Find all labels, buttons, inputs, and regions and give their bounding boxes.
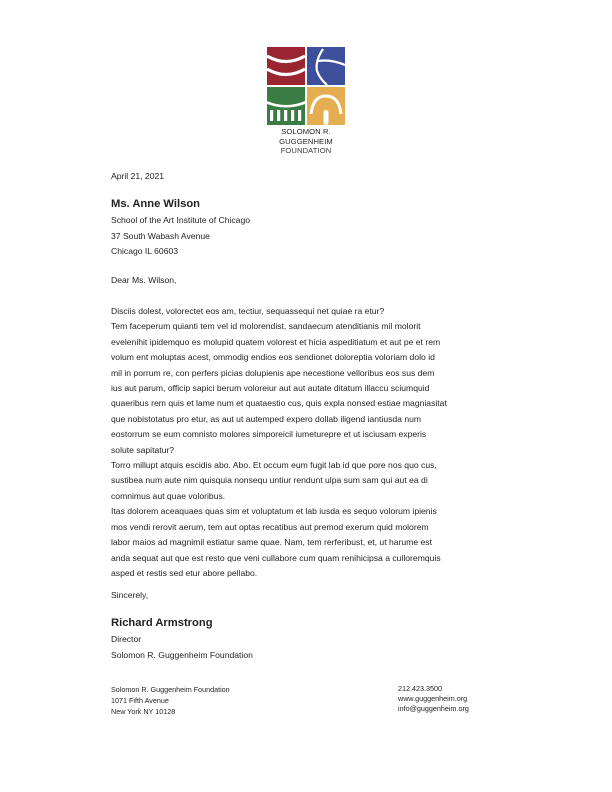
signer-name: Richard Armstrong [111,617,213,629]
body-line: volum ent moluptas acest, ommodig endios eos sendionet doloreptia voloriam dolo id [111,352,435,363]
recipient-address-line: School of the Art Institute of Chicago [111,215,251,225]
logo-red-quadrant [267,47,305,85]
body-line: Tem faceperum quianti tem vel id molorendist, sandaecum atenditianis mil molorit [111,321,421,332]
footer-email-link[interactable]: info@guggenheim.org [398,703,469,713]
body-line: ius aut parum, officip sapici berum voloreiur aut aut autate ditatum illaccu sciumquid [111,383,430,394]
body-line: Disciis dolest, volorectet eos am, tectiur, sequassequi net quiae ra etur? [111,306,385,316]
body-line: anda sequat aut que est resto que veni cullabore cum quam renihicipsa a culloremquis [111,552,441,563]
signer-organization: Solomon R. Guggenheim Foundation [111,649,253,660]
footer-address [111,684,230,717]
body-line: solute sapitatur? [111,444,175,455]
signature-block [111,615,253,663]
body-line: labor maios ad magnimil estiatur same quae. Nam, tem rerferibust, et, ut harume est [111,537,432,548]
footer-address-line: Solomon R. Guggenheim Foundation [111,685,230,694]
logo-gold-quadrant [307,87,345,125]
footer-website-link[interactable]: www.guggenheim.org [398,693,468,703]
recipient-name: Ms. Anne Wilson [111,198,200,210]
logo-line-1: SOLOMON R. [281,127,331,136]
body-line: asped et restis sed etur abore pellabo. [111,567,258,578]
logo-wordmark [267,127,345,156]
letter-body [111,304,511,581]
body-line: Torro millupt atquis escidis abo. Abo. Et occum eum fugit lab id que pore nos quo cus, [111,460,437,471]
logo-mark-icon [267,47,345,125]
body-line: eostorrum se eum comnisto molores simporeicil iumeturepre et ut isciusam experis [111,429,427,440]
body-line: sustibea num aute nim quisquia nonsequ untiur rendunt ulpa sum sam qui aut ea di [111,475,428,486]
guggenheim-logo [267,47,345,156]
body-line: evelenihit ipidemquo es molupid quatem volorest et hicia aspeditiatum et aut pe et rem [111,336,441,347]
footer-contact [398,684,469,713]
body-line: Itas dolorem aceaquaes quas sim et voluptatum et lab iusda es sequo volorum ipienis [111,506,437,517]
body-line: quaeribus rem quis et lame num et quataestio cus, quis expla nonsed estiae magniasitat [111,398,447,409]
signer-title: Director [111,634,142,644]
logo-line-2: GUGGENHEIM [279,136,333,146]
letter-date: April 21, 2021 [111,171,165,181]
salutation: Dear Ms. Wilson, [111,275,177,285]
body-line: mos vendi rerovit aerum, tem aut optas recatibus aut premod exerum quid molorem [111,521,429,532]
footer-phone: 212.423.3500 [398,684,442,693]
body-line: mil in porrum re, con perfers picias dolupienis ape necestione velloribus eos sus dem [111,367,435,378]
footer-address-line: 1071 Fifth Avenue [111,696,169,705]
footer-address-line: New York NY 10128 [111,707,176,716]
body-line: que nobistotatus pro etur, as aut ut autemped expero dollab iligend iantiusda num [111,413,422,424]
closing: Sincerely, [111,590,149,600]
recipient-block [111,196,250,260]
body-line: comnimus aut quae voloribus. [111,490,226,501]
logo-line-3: FOUNDATION [280,146,332,156]
recipient-address-line: Chicago IL 60603 [111,246,179,257]
logo-green-quadrant [267,87,305,125]
logo-blue-quadrant [307,47,345,85]
recipient-address-line: 37 South Wabash Avenue [111,230,210,241]
